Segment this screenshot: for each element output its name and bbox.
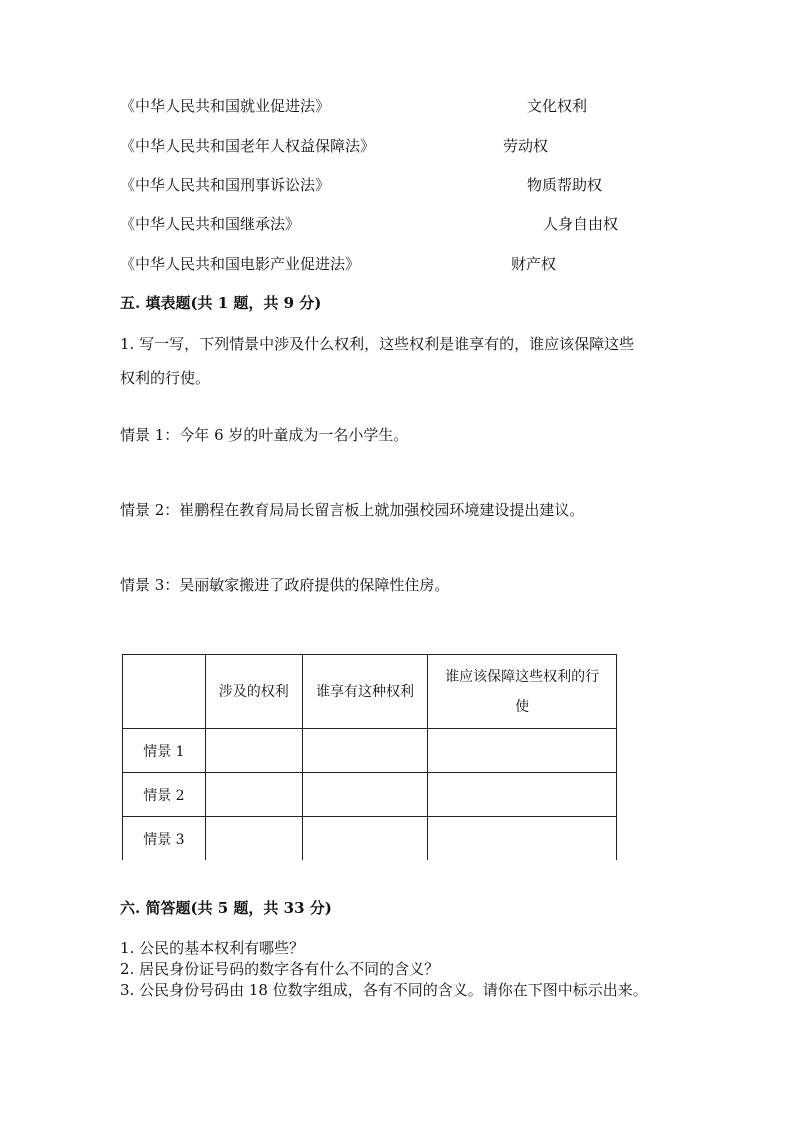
- answer-cell[interactable]: [205, 773, 302, 817]
- answer-cell[interactable]: [428, 817, 617, 861]
- table-row: [123, 729, 617, 773]
- law-item: 《中华人民共和国老年人权益保障法》: [120, 137, 376, 155]
- table-row: [123, 817, 617, 861]
- short-answer-question-2: 2. 居民身份证号码的数字各有什么不同的含义？: [120, 960, 440, 978]
- law-item: 《中华人民共和国刑事诉讼法》: [120, 176, 331, 194]
- law-item: 《中华人民共和国继承法》: [120, 215, 301, 233]
- row-label: 情景 1: [123, 729, 206, 773]
- scenario-2: 情景 2：崔鹏程在教育局局长留言板上就加强校园环境建设提出建议。: [120, 501, 585, 519]
- table-header-cell: 谁应该保障这些权利的行使: [428, 655, 617, 729]
- right-item: 物质帮助权: [527, 176, 603, 194]
- law-item: 《中华人民共和国就业促进法》: [120, 97, 331, 115]
- table-header-cell: 谁享有这种权利: [302, 655, 428, 729]
- answer-cell[interactable]: [205, 729, 302, 773]
- table-row: [123, 773, 617, 817]
- table-header-cell: 涉及的权利: [205, 655, 302, 729]
- answer-cell[interactable]: [428, 729, 617, 773]
- right-item: 劳动权: [503, 137, 549, 155]
- answer-cell[interactable]: [205, 817, 302, 861]
- short-answer-question-3: 3. 公民身份号码由 18 位数字组成，各有不同的含义。请你在下图中标示出来。: [120, 981, 648, 999]
- answer-cell[interactable]: [428, 773, 617, 817]
- table-header-cell: [123, 655, 206, 729]
- question-text: 1. 写一写，下列情景中涉及什么权利，这些权利是谁享有的，谁应该保障这些: [120, 335, 635, 353]
- law-item: 《中华人民共和国电影产业促进法》: [120, 255, 361, 273]
- answer-cell[interactable]: [302, 729, 428, 773]
- fill-in-table: [122, 654, 617, 860]
- section-six-heading: 六. 简答题(共 5 题，共 33 分): [120, 899, 332, 917]
- row-label: 情景 2: [123, 773, 206, 817]
- right-item: 财产权: [511, 255, 557, 273]
- short-answer-question-1: 1. 公民的基本权利有哪些？: [120, 939, 305, 957]
- answer-cell[interactable]: [302, 773, 428, 817]
- scenario-1: 情景 1：今年 6 岁的叶童成为一名小学生。: [120, 426, 409, 444]
- table-header-row: [123, 655, 617, 729]
- row-label: 情景 3: [123, 817, 206, 861]
- right-item: 人身自由权: [543, 215, 619, 233]
- right-item: 文化权利: [527, 97, 588, 115]
- question-text-continued: 权利的行使。: [120, 369, 211, 387]
- answer-cell[interactable]: [302, 817, 428, 861]
- scenario-3: 情景 3：吴丽敏家搬进了政府提供的保障性住房。: [120, 576, 450, 594]
- section-five-heading: 五. 填表题(共 1 题，共 9 分): [120, 294, 322, 312]
